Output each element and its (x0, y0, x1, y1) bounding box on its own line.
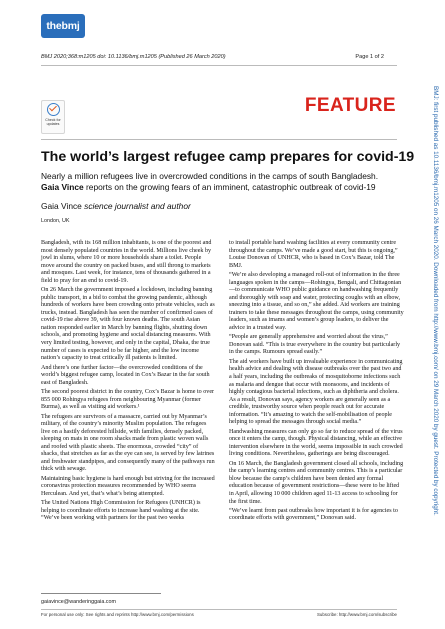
paragraph: On 26 March the government imposed a lockdown, including banning public transport, in a bid to combat the growing pandemic, although hundreds of workers have been crowding onto private vehicles, such as trucks, instead. Bangladesh has seen the number of confirmed cases of covid-19 rise above 39, with four known deaths. The south Asian nation responded earlier in March by banning flights, shutting down schools, and promoting hygiene and social distancing measures. With very limited testing, however, and only in the capital, Dhaka, the true number of cases is expected to be far higher, and the low income nation’s capacity to treat critically ill patients is limited. (41, 287, 215, 362)
paragraph: Handwashing measures can only go so far to reduce spread of the virus once it enters the camp, though. Physical distancing, while an effective intervention elsewhere in the world, seems impossible in such crowded living conditions. Nevertheless, gatherings are being discouraged. (229, 428, 403, 458)
paragraph: And there’s one further factor—the overcrowded conditions of the world’s biggest refugee camp, located in Cox’s Bazar in the far south east of Bangladesh. (41, 364, 210, 386)
paragraph: The aid workers have built up invaluable experience in communicating health advice and dealing with disease outbreaks over the past two and a half years, including the outbreaks of mosquitoborne infections such as malaria and dengue that occur with monsoons, and incidents of highly contagious bacterial infections, such as diphtheria and cholera. As a result, Donovan says, agency workers are generally seen as a credible, trustworthy source when people reach out for accurate information. “It’s amazing to watch the self-mobilisation of people helping to spread the messages through social media.” (229, 358, 403, 426)
author-location: London, UK (41, 218, 70, 224)
section-label: FEATURE (304, 95, 396, 116)
page-number: Page 1 of 2 (355, 54, 384, 60)
header-divider (41, 65, 397, 66)
paragraph: On 16 March, the Bangladesh government closed all schools, including the camp’s learning centres and community centres. This is a particular blow because the camp’s children have been denied any formal education because of government restrictions—these were to be lifted in April, allowing 10 000 children aged 11-13 access to schooling for the first time. (229, 460, 404, 505)
paragraph: to install portable hand washing facilities at every community centre throughout the camps. We’ve made a good start, but this is ongoing,” Louise Donovan of UNHCR, who is based in Cox’s Bazar, told The BMJ. (229, 240, 398, 269)
paragraph: The second poorest district in the country, Cox’s Bazar is home to over 855 000 Rohingya refugees from neighbouring Myanmar (former Burma), as well as visiting aid workers.¹ (41, 389, 215, 411)
paragraph: The refugees are survivors of a massacre, carried out by Myanmar’s military, of the country’s minority Muslim population. The refugees live on a hastily deforested hillside, with families, densely packed, sleeping on mats in one room shacks made from plastic woven walls and roofed with plastic sheets. The enormous, crowded “city” of shacks, that stretches as far as the eye can see, is served by few latrines and freshwater standpipes, and consequently many of the pathways run thick with sewage. (41, 413, 215, 473)
side-download-note: BMJ: first published as 10.1136/bmj.m1205 on 26 March 2020. Downloaded from http://www.bmj.com/ on 29 March 2020 by guest. Protected by copyright. (432, 86, 439, 516)
paragraph: The United Nations High Commission for Refugees (UNHCR) is helping to coordinate efforts to increase hand washing at the site. “We’ve been working with partners for the past two weeks (41, 500, 201, 522)
check-for-updates-badge[interactable] (41, 100, 65, 134)
body-column-left (41, 240, 216, 525)
paragraph: “We’re also developing a managed roll-out of information in the three languages spoken in the camps—Rohingya, Bengali, and Chittagonian—to communicate WHO public guidance on handwashing frequently and thoroughly with soap and water, protecting coughs with an elbow, sneezing into a tissue, and so on,” she added. Aid workers are training trainers to take these messages throughout the camps, using community leaders, such as imams and women’s group leaders, to deliver the advice in a trusted way. (229, 272, 404, 331)
check-for-updates-icon (47, 103, 60, 116)
byline: Gaia Vince science journalist and author (41, 201, 191, 211)
body-column-right (229, 240, 404, 525)
standfirst: Nearly a million refugees live in overcrowded conditions in the camps of south Bangladesh. Gaia Vince reports on the growing fears of an imminent, catastrophic outbreak of covid-19 (41, 171, 379, 192)
subscribe-link[interactable]: Subscribe: http://www.bmj.com/subscribe (316, 612, 397, 617)
paragraph: “People are generally apprehensive and worried about the virus,” Donovan said. “This is true everywhere in the country but particularly in the camps. Rumours spread easily.” (229, 334, 401, 356)
author-email[interactable]: gaiavince@wanderinggaia.com (41, 599, 116, 605)
paragraph: Maintaining basic hygiene is hard enough but striving for the increased coronavirus protection measures recommended by WHO seems Herculean. And yet, that’s what’s being attempted. (41, 475, 215, 497)
footer (41, 612, 397, 617)
email-divider (41, 593, 161, 594)
paragraph: “We’ve learnt from past outbreaks how important it is for agencies to coordinate efforts with government,” Donovan said. (229, 507, 398, 522)
citation: BMJ 2020;368:m1205 doi: 10.1136/bmj.m1205 (Published 26 March 2020) (41, 54, 226, 60)
article-title: The world’s largest refugee camp prepares for covid-19 (41, 149, 415, 165)
footer-divider (41, 609, 397, 610)
title-divider (41, 139, 397, 140)
paragraph: Bangladesh, with its 168 million inhabitants, is one of the poorest and most densely populated countries in the world. Millions live cheek by jowl in slums, where 10 or more households share a toilet. People move around the country on packed buses, and still throng to markets and mosques. Last week, for instance, tens of thousands gathered in a field to pray for an end to covid-19. (41, 240, 212, 284)
logo-text: thebmj (46, 20, 80, 32)
rights-link[interactable]: For personal use only: See rights and reprints http://www.bmj.com/permissions (41, 612, 194, 617)
bmj-logo[interactable] (41, 14, 85, 38)
badge-text: Check for updates (45, 118, 61, 127)
